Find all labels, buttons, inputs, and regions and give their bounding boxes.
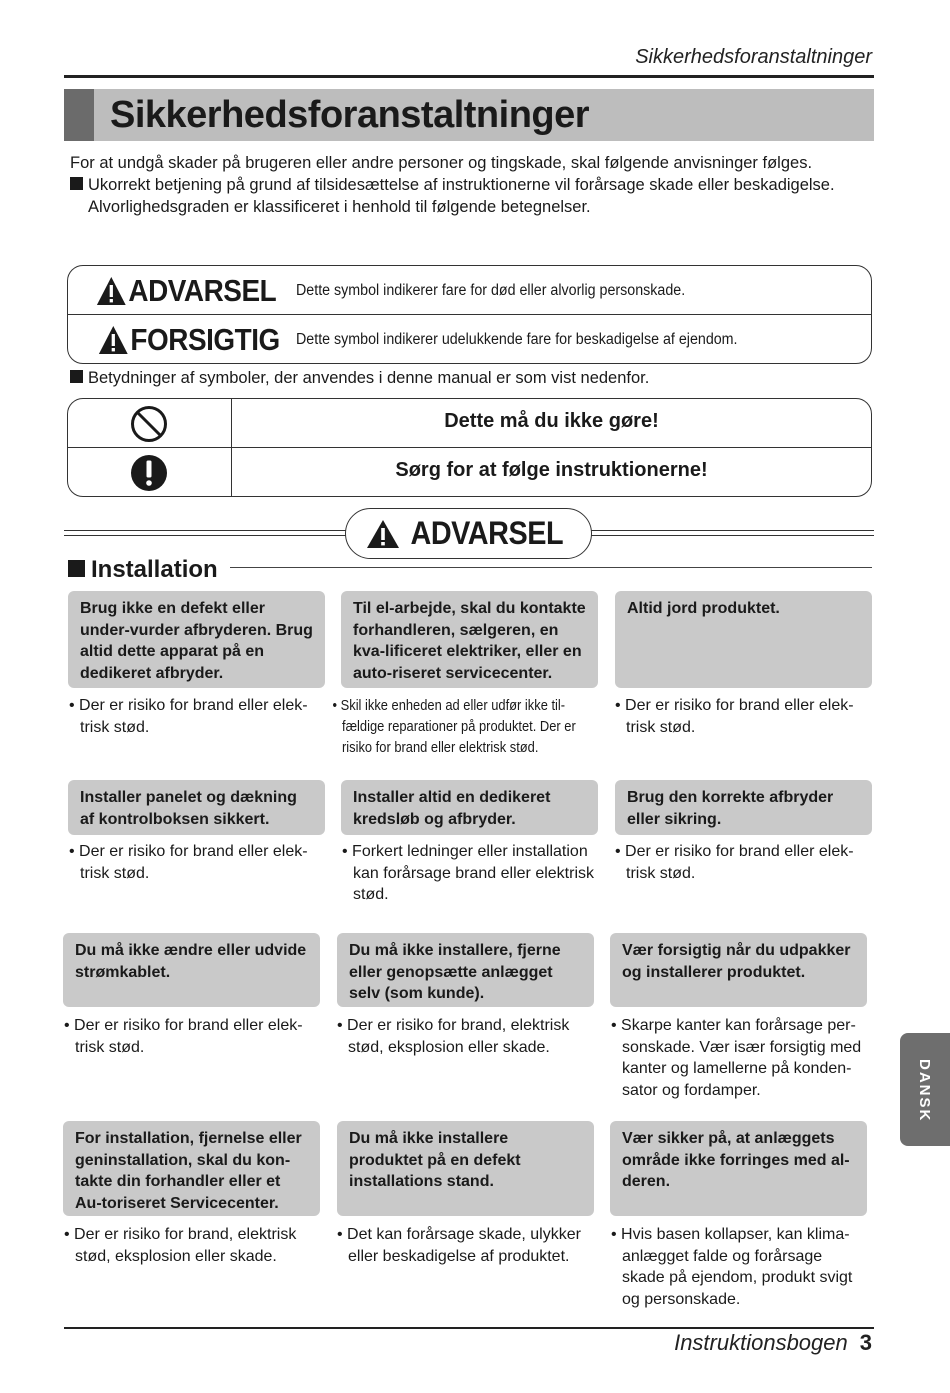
warning-note: • Skil ikke enheden ad eller udfør ikke til-fældige reparationer på produktet. Der er risiko for brand eller elektrisk stød. — [332, 697, 576, 756]
warning-card: Installer panelet og dækning af kontrolboksen sikkert. — [68, 780, 325, 835]
symbol-row-prohibited — [68, 399, 871, 448]
banner-rule-left — [64, 530, 348, 536]
section-heading: Installation — [68, 556, 218, 584]
warning-card: Du må ikke ændre eller udvide strømkablet. — [63, 933, 320, 1007]
header-rule — [64, 75, 874, 78]
warning-card: Altid jord produktet. — [615, 591, 872, 688]
symbols-legend — [67, 398, 872, 497]
language-tab: DANSK — [900, 1033, 950, 1146]
intro-line-1: For at undgå skader på brugeren eller andre personer og tingskade, skal følgende anvisninger følges. — [70, 154, 813, 172]
warning-card: Brug ikke en defekt eller under-vurder afbryderen. Brug altid dette apparat på en dedikeret afbryder. — [68, 591, 325, 688]
title-bar — [64, 89, 874, 141]
legend-row-forsigtig — [68, 315, 871, 364]
warning-card: Brug den korrekte afbryder eller sikring. — [615, 780, 872, 835]
warning-card: Du må ikke installere, fjerne eller genopsætte anlægget selv (som kunde). — [337, 933, 594, 1007]
legend-desc-forsigtig: Dette symbol indikerer udelukkende fare for beskadigelse af ejendom. — [296, 331, 738, 348]
warning-triangle-icon — [96, 276, 127, 306]
warning-note: • Der er risiko for brand eller elek-trisk stød. — [64, 1017, 303, 1056]
warning-note: • Det kan forårsage skade, ulykker eller beskadigelse af produktet. — [337, 1226, 581, 1265]
warning-note: • Der er risiko for brand, elektrisk stød, eksplosion eller skade. — [337, 1017, 570, 1056]
symbol-text-prohibited: Dette må du ikke gøre! — [444, 410, 659, 432]
running-head: Sikkerhedsforanstaltninger — [635, 46, 872, 68]
warning-triangle-icon — [366, 519, 400, 549]
signal-word-legend — [67, 265, 872, 364]
legend-desc-advarsel: Dette symbol indikerer fare for død eller alvorlig personskade. — [296, 282, 686, 299]
intro-text — [70, 152, 870, 218]
warning-note: • Der er risiko for brand eller elek-trisk stød. — [615, 697, 854, 736]
footer — [674, 1330, 872, 1356]
warning-note: • Forkert ledninger eller installation kan forårsage brand eller elektrisk stød. — [342, 843, 595, 903]
warning-card: Vær forsigtig når du udpakker og installerer produktet. — [610, 933, 867, 1007]
intro-line-2: Ukorrekt betjening på grund af tilsidesættelse af instruktionerne vil forårsage skade eller beskadigelse. — [70, 174, 870, 196]
symbol-row-mandatory — [68, 448, 871, 497]
section-rule — [230, 567, 872, 568]
warning-card: Du må ikke installere produktet på en defekt installations stand. — [337, 1121, 594, 1216]
square-bullet-icon — [70, 370, 83, 383]
warning-triangle-icon — [98, 325, 129, 355]
exclamation-icon — [130, 454, 168, 492]
square-bullet-icon — [68, 560, 85, 577]
banner-rule-right — [590, 530, 874, 536]
intro-line-3: Alvorlighedsgraden er klassificeret i henhold til følgende betegnelser. — [88, 198, 591, 216]
signal-word-forsigtig: FORSIGTIG — [98, 322, 280, 358]
warning-banner: ADVARSEL — [345, 508, 592, 559]
warning-note: • Der er risiko for brand, elektrisk stød, eksplosion eller skade. — [64, 1226, 297, 1265]
footer-text: Instruktionsbogen — [674, 1330, 848, 1355]
legend-row-advarsel — [68, 266, 871, 315]
symbols-note: Betydninger af symboler, der anvendes i denne manual er som vist nedenfor. — [70, 369, 649, 388]
warning-note: • Der er risiko for brand eller elek-trisk stød. — [615, 843, 854, 882]
title-tab — [64, 89, 94, 141]
signal-word-advarsel: ADVARSEL — [96, 273, 276, 309]
warning-card: Til el-arbejde, skal du kontakte forhandleren, sælgeren, en kva-lificeret elektriker, eller en auto-riseret servicecenter. — [341, 591, 598, 688]
symbol-text-mandatory: Sørg for at følge instruktionerne! — [395, 459, 708, 481]
square-bullet-icon — [70, 177, 83, 190]
warning-note: • Der er risiko for brand eller elek-trisk stød. — [69, 843, 308, 882]
warning-card: Installer altid en dedikeret kredsløb og afbryder. — [341, 780, 598, 835]
warning-note: • Hvis basen kollapser, kan klima-anlægget falde og forårsage skade på ejendom, produkt svigt og personskade. — [611, 1226, 853, 1308]
warning-card: Vær sikker på, at anlæggets område ikke forringes med al-deren. — [610, 1121, 867, 1216]
page-title: Sikkerhedsforanstaltninger — [110, 94, 590, 136]
prohibited-icon — [130, 405, 168, 443]
page-number: 3 — [859, 1330, 872, 1355]
warning-card: For installation, fjernelse eller geninstallation, skal du kon-takte din forhandler eller et Au-toriseret Servicecenter. — [63, 1121, 320, 1216]
footer-rule — [64, 1327, 874, 1329]
warning-note: • Der er risiko for brand eller elek-trisk stød. — [69, 697, 308, 736]
warning-note: • Skarpe kanter kan forårsage per-sonskade. Vær især forsigtig med kanter og lamellerne på konden-sator og fordamper. — [611, 1017, 862, 1099]
